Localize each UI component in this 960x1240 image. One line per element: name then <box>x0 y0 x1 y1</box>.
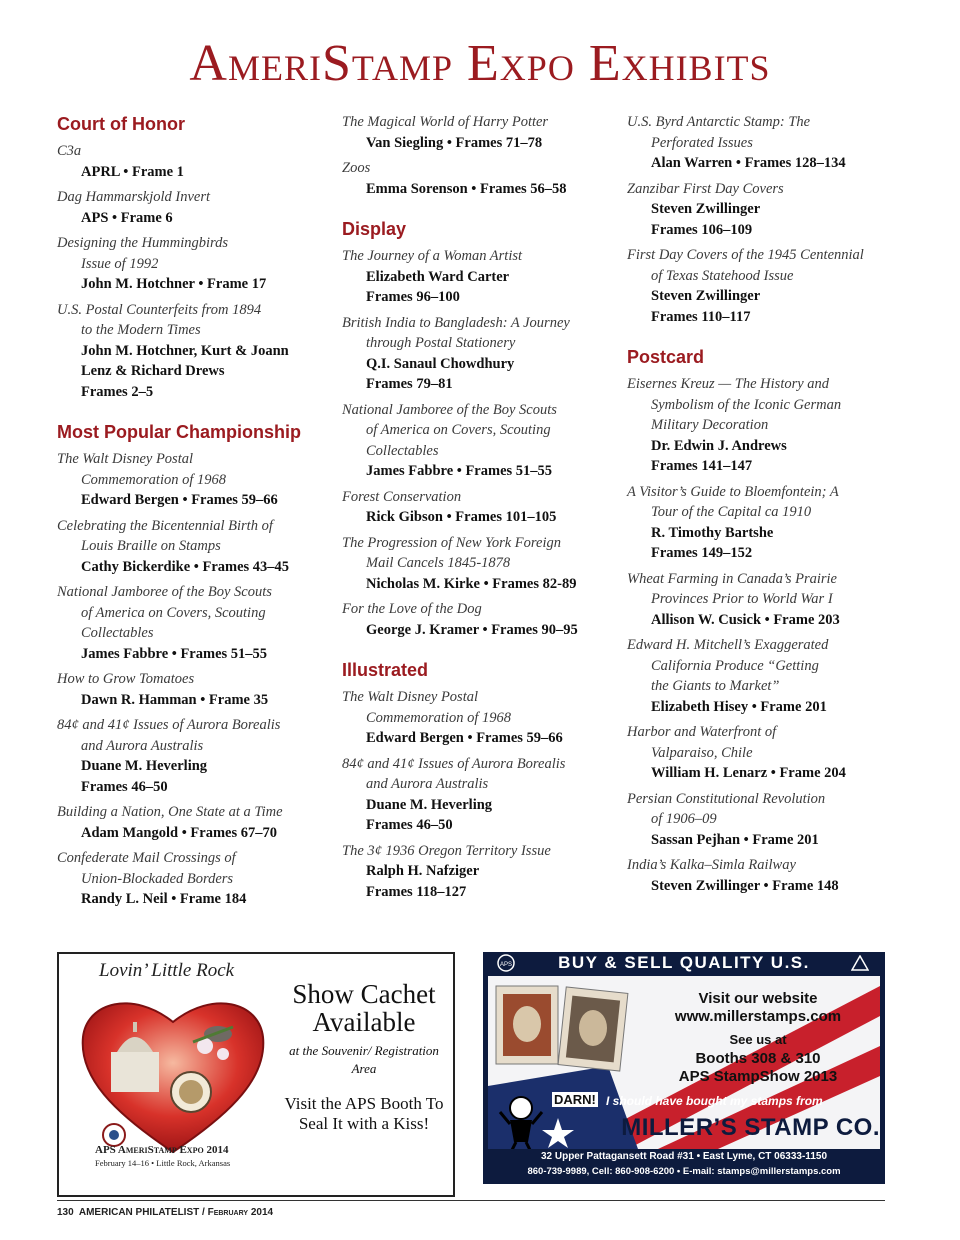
exhibit-entry <box>627 179 897 241</box>
exhibitor-name: Q.I. Sanaul Chowdhury <box>366 355 515 372</box>
company-address: 32 Upper Pattagansett Road #31 • East Lyme, CT 06333-1150 <box>540 1151 828 1162</box>
stampshow-text: APS StampShow 2013 <box>678 1068 838 1085</box>
exhibit-title <box>342 313 612 354</box>
exhibit-entry <box>342 158 612 199</box>
exhibit-title-line: The Magical World of Harry Potter <box>342 114 549 130</box>
exhibit-title-line: British India to Bangladesh: A Journey <box>342 314 570 331</box>
exhibit-title-line: The Walt Disney Postal <box>57 451 194 467</box>
cartoon-collector-image <box>498 1094 544 1149</box>
exhibitor-name: Allison W. Cusick • Frame 203 <box>651 611 840 628</box>
magazine-name: AMERICAN PHILATELIST / <box>78 1207 205 1218</box>
exhibitor-name: R. Timothy Bartshe <box>651 524 774 541</box>
exhibit-title-line: Provinces Prior to World War I <box>651 591 833 607</box>
see-us-text: See us at <box>729 1032 787 1047</box>
section-title: Display <box>342 219 407 239</box>
exhibit-entry <box>342 687 612 749</box>
exhibitor-name: Ralph H. Nafziger <box>366 863 480 879</box>
exhibit-frames: Frames 46–50 <box>81 778 168 795</box>
exhibit-entry <box>342 246 612 308</box>
exhibitor-name: John M. Hotchner, Kurt & Joann <box>81 342 289 359</box>
expo-dates: February 14–16 • Little Rock, Arkansas <box>95 1158 231 1168</box>
exhibit-entry <box>57 300 327 403</box>
exhibit-title <box>57 516 327 557</box>
exhibit-title-line: Celebrating the Bicentennial Birth of <box>57 517 273 534</box>
exhibit-title-line: 84¢ and 41¢ Issues of Aurora Borealis <box>342 755 566 772</box>
exhibit-entry <box>627 245 897 327</box>
entry-list <box>342 246 612 640</box>
cachet-ad <box>57 952 455 1197</box>
column-2 <box>342 112 612 907</box>
exhibit-title-line: Collectables <box>81 625 154 641</box>
exhibit-entry <box>57 516 327 578</box>
should-have-text: I should have bought my stamps from <box>606 1094 823 1108</box>
exhibit-frames: Frames 46–50 <box>366 817 453 833</box>
exhibit-frames: Frames 96–100 <box>366 289 460 305</box>
exhibit-title <box>342 158 612 179</box>
exhibitor-name: William H. Lenarz • Frame 204 <box>651 765 846 781</box>
exhibit-title-line: National Jamboree of the Boy Scouts <box>57 584 272 600</box>
exhibitor-name: James Fabbre • Frames 51–55 <box>366 463 553 479</box>
exhibit-title <box>627 245 897 286</box>
exhibit-title-line: Confederate Mail Crossings of <box>57 850 236 866</box>
exhibit-title-line: Issue of 1992 <box>81 255 159 272</box>
exhibit-title <box>342 599 612 620</box>
exhibit-entry <box>342 599 612 640</box>
company-name: MILLER’S STAMP CO. <box>621 1114 880 1141</box>
exhibit-title <box>57 715 327 756</box>
exhibit-title-line: Perforated Issues <box>651 134 753 151</box>
entry-list <box>627 112 897 327</box>
visit-website-text: Visit our website <box>698 990 818 1007</box>
exhibit-title <box>342 841 612 862</box>
entry-list <box>57 141 327 402</box>
exhibit-title-line: Forest Conservation <box>342 488 462 505</box>
exhibit-title-line: the Giants to Market” <box>651 678 780 694</box>
exhibit-title-line: of America on Covers, Scouting <box>81 604 266 621</box>
exhibit-title-line: Commemoration of 1968 <box>366 709 511 726</box>
visit-booth-text: Visit the APS Booth To Seal It with a Kiss! <box>284 1094 444 1133</box>
exhibit-entry <box>627 855 897 896</box>
company-contact: 860-739-9989, Cell: 860-908-6200 • E-mail: stamps@millerstamps.com <box>527 1166 841 1177</box>
exhibit-entry <box>57 449 327 511</box>
exhibit-title-line: India’s Kalka–Simla Railway <box>627 857 796 873</box>
section-title: Most Popular Championship <box>57 422 302 442</box>
exhibitor-name: Steven Zwillinger <box>651 201 761 217</box>
exhibit-title <box>342 246 612 267</box>
exhibit-entry <box>57 582 327 664</box>
exhibit-entry <box>342 533 612 595</box>
exhibit-entry <box>342 400 612 482</box>
exhibitor-name: John M. Hotchner • Frame 17 <box>81 276 267 292</box>
exhibit-title <box>342 400 612 462</box>
website-link[interactable]: www.millerstamps.com <box>674 1008 842 1025</box>
exhibitor-name: Duane M. Heverling <box>366 796 493 813</box>
exhibit-title-line: Louis Braille on Stamps <box>81 538 221 554</box>
expo-name: APS AmeriStamp Expo 2014 <box>95 1144 229 1156</box>
exhibit-title <box>342 533 612 574</box>
exhibit-title-line: Harbor and Waterfront of <box>627 724 777 740</box>
page-title: AmeriStamp Expo Exhibits <box>189 35 771 92</box>
exhibit-title-line: Tour of the Capital ca 1910 <box>651 504 812 520</box>
exhibitor-name: Emma Sorenson • Frames 56–58 <box>366 180 567 197</box>
entry-list <box>342 687 612 902</box>
exhibitor-name: George J. Kramer • Frames 90–95 <box>366 621 578 638</box>
exhibitor-name: Cathy Bickerdike • Frames 43–45 <box>81 558 290 575</box>
exhibit-title-line: The Journey of a Woman Artist <box>342 248 523 264</box>
entry-list <box>57 449 327 910</box>
exhibit-title <box>57 187 327 208</box>
issue-month: February 2014 <box>207 1207 274 1218</box>
exhibitor-name: Elizabeth Ward Carter <box>366 268 510 285</box>
exhibit-title <box>627 112 897 153</box>
exhibitor-name: Edward Bergen • Frames 59–66 <box>81 492 278 508</box>
exhibit-title-line: Commemoration of 1968 <box>81 471 226 488</box>
exhibit-title <box>342 487 612 508</box>
exhibit-frames: Frames 110–117 <box>651 308 751 325</box>
exhibit-title <box>627 789 897 830</box>
section-title: Court of Honor <box>57 114 185 134</box>
exhibitor-name: Adam Mangold • Frames 67–70 <box>81 824 277 841</box>
exhibitor-name: Steven Zwillinger <box>651 288 761 304</box>
exhibit-frames: Frames 79–81 <box>366 376 453 392</box>
cachet-text <box>279 980 449 1134</box>
exhibit-title-line: to the Modern Times <box>81 322 201 338</box>
exhibitor-name: James Fabbre • Frames 51–55 <box>81 645 268 662</box>
exhibit-frames: Frames 141–147 <box>651 458 753 474</box>
exhibit-entry <box>342 112 612 153</box>
exhibit-title-line: The 3¢ 1936 Oregon Territory Issue <box>342 842 551 859</box>
exhibit-title <box>57 669 327 690</box>
exhibitor-name: Lenz & Richard Drews <box>81 363 225 379</box>
exhibit-title-line: Edward H. Mitchell’s Exaggerated <box>627 637 829 653</box>
exhibit-frames: Frames 118–127 <box>366 883 467 900</box>
exhibit-title-line: California Produce “Getting <box>651 657 819 674</box>
exhibitor-name: Steven Zwillinger • Frame 148 <box>651 877 839 894</box>
exhibit-title <box>342 754 612 795</box>
exhibit-title-line: Eisernes Kreuz — The History and <box>627 376 830 392</box>
exhibit-title-line: of America on Covers, Scouting <box>366 422 551 438</box>
exhibit-title-line: 84¢ and 41¢ Issues of Aurora Borealis <box>57 717 281 733</box>
exhibit-title-line: Wheat Farming in Canada’s Prairie <box>627 570 837 587</box>
exhibit-title-line: Zoos <box>342 160 371 176</box>
svg-text:APS: APS <box>499 962 513 968</box>
exhibit-title-line: of Texas Statehood Issue <box>651 267 794 284</box>
exhibit-title-line: Mail Cancels 1845-1878 <box>366 555 511 571</box>
exhibitor-name: Alan Warren • Frames 128–134 <box>651 155 846 171</box>
exhibit-title <box>57 300 327 341</box>
show-cachet-heading: Show Cachet Available <box>292 979 436 1037</box>
exhibit-entry <box>57 187 327 228</box>
exhibit-title-line: Union-Blockaded Borders <box>81 870 234 887</box>
exhibit-title-line: Designing the Hummingbirds <box>57 235 229 251</box>
exhibitor-name: APRL • Frame 1 <box>81 163 184 180</box>
entry-list <box>342 112 612 199</box>
exhibitor-name: Dr. Edwin J. Andrews <box>651 437 787 454</box>
exhibit-title-line: C3a <box>57 143 82 159</box>
exhibit-title <box>627 482 897 523</box>
page-footer <box>57 1200 885 1218</box>
millers-stamp-ad <box>483 952 885 1184</box>
exhibit-title-line: National Jamboree of the Boy Scouts <box>342 401 557 418</box>
exhibit-title-line: Military Decoration <box>651 417 769 433</box>
exhibitor-name: Edward Bergen • Frames 59–66 <box>366 730 563 746</box>
exhibit-title-line: Dag Hammarskjold Invert <box>57 189 211 205</box>
exhibit-frames: Frames 2–5 <box>81 383 154 400</box>
exhibit-entry <box>57 715 327 797</box>
aps-seal-icon <box>497 954 515 972</box>
exhibit-entry <box>342 487 612 528</box>
exhibit-title <box>627 179 897 200</box>
exhibit-title <box>57 802 327 823</box>
exhibitor-name: APS • Frame 6 <box>81 209 173 226</box>
ad-heading: Lovin’ Little Rock <box>99 960 235 981</box>
exhibitor-name: Rick Gibson • Frames 101–105 <box>366 509 557 525</box>
exhibit-title <box>627 569 897 610</box>
exhibit-title-line: How to Grow Tomatoes <box>57 671 195 687</box>
exhibit-title <box>57 233 327 274</box>
exhibit-title-line: Valparaiso, Chile <box>651 744 753 761</box>
exhibit-entry <box>57 669 327 710</box>
darn-text: DARN! <box>554 1092 596 1107</box>
exhibit-title-line: For the Love of the Dog <box>342 601 482 617</box>
exhibit-title-line: First Day Covers of the 1945 Centennial <box>627 247 864 263</box>
ad-body <box>488 976 880 1149</box>
exhibit-title-line: U.S. Postal Counterfeits from 1894 <box>57 301 262 318</box>
column-1 <box>57 112 327 915</box>
asda-logo-icon <box>851 955 869 971</box>
exhibit-title <box>342 687 612 728</box>
exhibit-title <box>57 582 327 644</box>
exhibit-title-line: and Aurora Australis <box>366 776 489 792</box>
exhibit-title <box>627 855 897 876</box>
exhibit-entry <box>57 233 327 295</box>
section-title: Postcard <box>627 347 705 367</box>
exhibit-entry <box>627 789 897 851</box>
exhibit-entry <box>627 482 897 564</box>
exhibit-entry <box>627 635 897 717</box>
exhibit-entry <box>627 374 897 477</box>
exhibit-title <box>627 635 897 697</box>
exhibit-title-line: of 1906–09 <box>651 811 717 827</box>
exhibit-title-line: Collectables <box>366 442 439 459</box>
page-number: 130 <box>57 1207 74 1218</box>
exhibit-title <box>627 374 897 436</box>
exhibitor-name: Randy L. Neil • Frame 184 <box>81 891 247 907</box>
exhibit-title-line: Persian Constitutional Revolution <box>627 790 826 807</box>
exhibit-entry <box>57 848 327 910</box>
exhibit-title-line: through Postal Stationery <box>366 335 516 351</box>
exhibit-entry <box>627 112 897 174</box>
exhibit-title-line: Symbolism of the Iconic German <box>651 396 842 413</box>
exhibit-title-line: U.S. Byrd Antarctic Stamp: The <box>627 114 811 130</box>
exhibit-title <box>627 722 897 763</box>
exhibit-title <box>57 848 327 889</box>
exhibit-entry <box>627 722 897 784</box>
exhibitor-name: Elizabeth Hisey • Frame 201 <box>651 698 827 715</box>
booths-text: Booths 308 & 310 <box>695 1050 821 1067</box>
exhibit-entry <box>57 141 327 182</box>
ad-header: BUY & SELL QUALITY U.S. <box>558 953 810 972</box>
exhibit-entry <box>627 569 897 631</box>
exhibit-title-line: The Progression of New York Foreign <box>342 534 561 551</box>
exhibit-title-line: and Aurora Australis <box>81 737 204 754</box>
entry-list <box>627 374 897 896</box>
exhibit-entry <box>342 313 612 395</box>
exhibit-frames: Frames 106–109 <box>651 221 753 238</box>
exhibitor-name: Van Siegling • Frames 71–78 <box>366 134 543 151</box>
exhibit-title <box>57 141 327 162</box>
exhibitor-name: Dawn R. Hamman • Frame 35 <box>81 691 269 708</box>
exhibit-entry <box>342 841 612 903</box>
exhibitor-name: Duane M. Heverling <box>81 758 208 774</box>
exhibit-title <box>342 112 612 133</box>
exhibit-title-line: Building a Nation, One State at a Time <box>57 804 283 820</box>
exhibit-entry <box>57 802 327 843</box>
exhibit-title-line: The Walt Disney Postal <box>342 689 479 705</box>
exhibit-frames: Frames 149–152 <box>651 545 753 561</box>
exhibitor-name: Nicholas M. Kirke • Frames 82-89 <box>366 575 577 592</box>
cachet-location: at the Souvenir/ Registration Area <box>289 1043 439 1076</box>
exhibitor-name: Sassan Pejhan • Frame 201 <box>651 831 819 848</box>
exhibit-title-line: Zanzibar First Day Covers <box>627 180 784 197</box>
exhibit-title <box>57 449 327 490</box>
exhibit-entry <box>342 754 612 836</box>
section-title: Illustrated <box>342 660 429 680</box>
column-3 <box>627 112 897 901</box>
exhibit-title-line: A Visitor’s Guide to Bloemfontein; A <box>627 483 839 500</box>
